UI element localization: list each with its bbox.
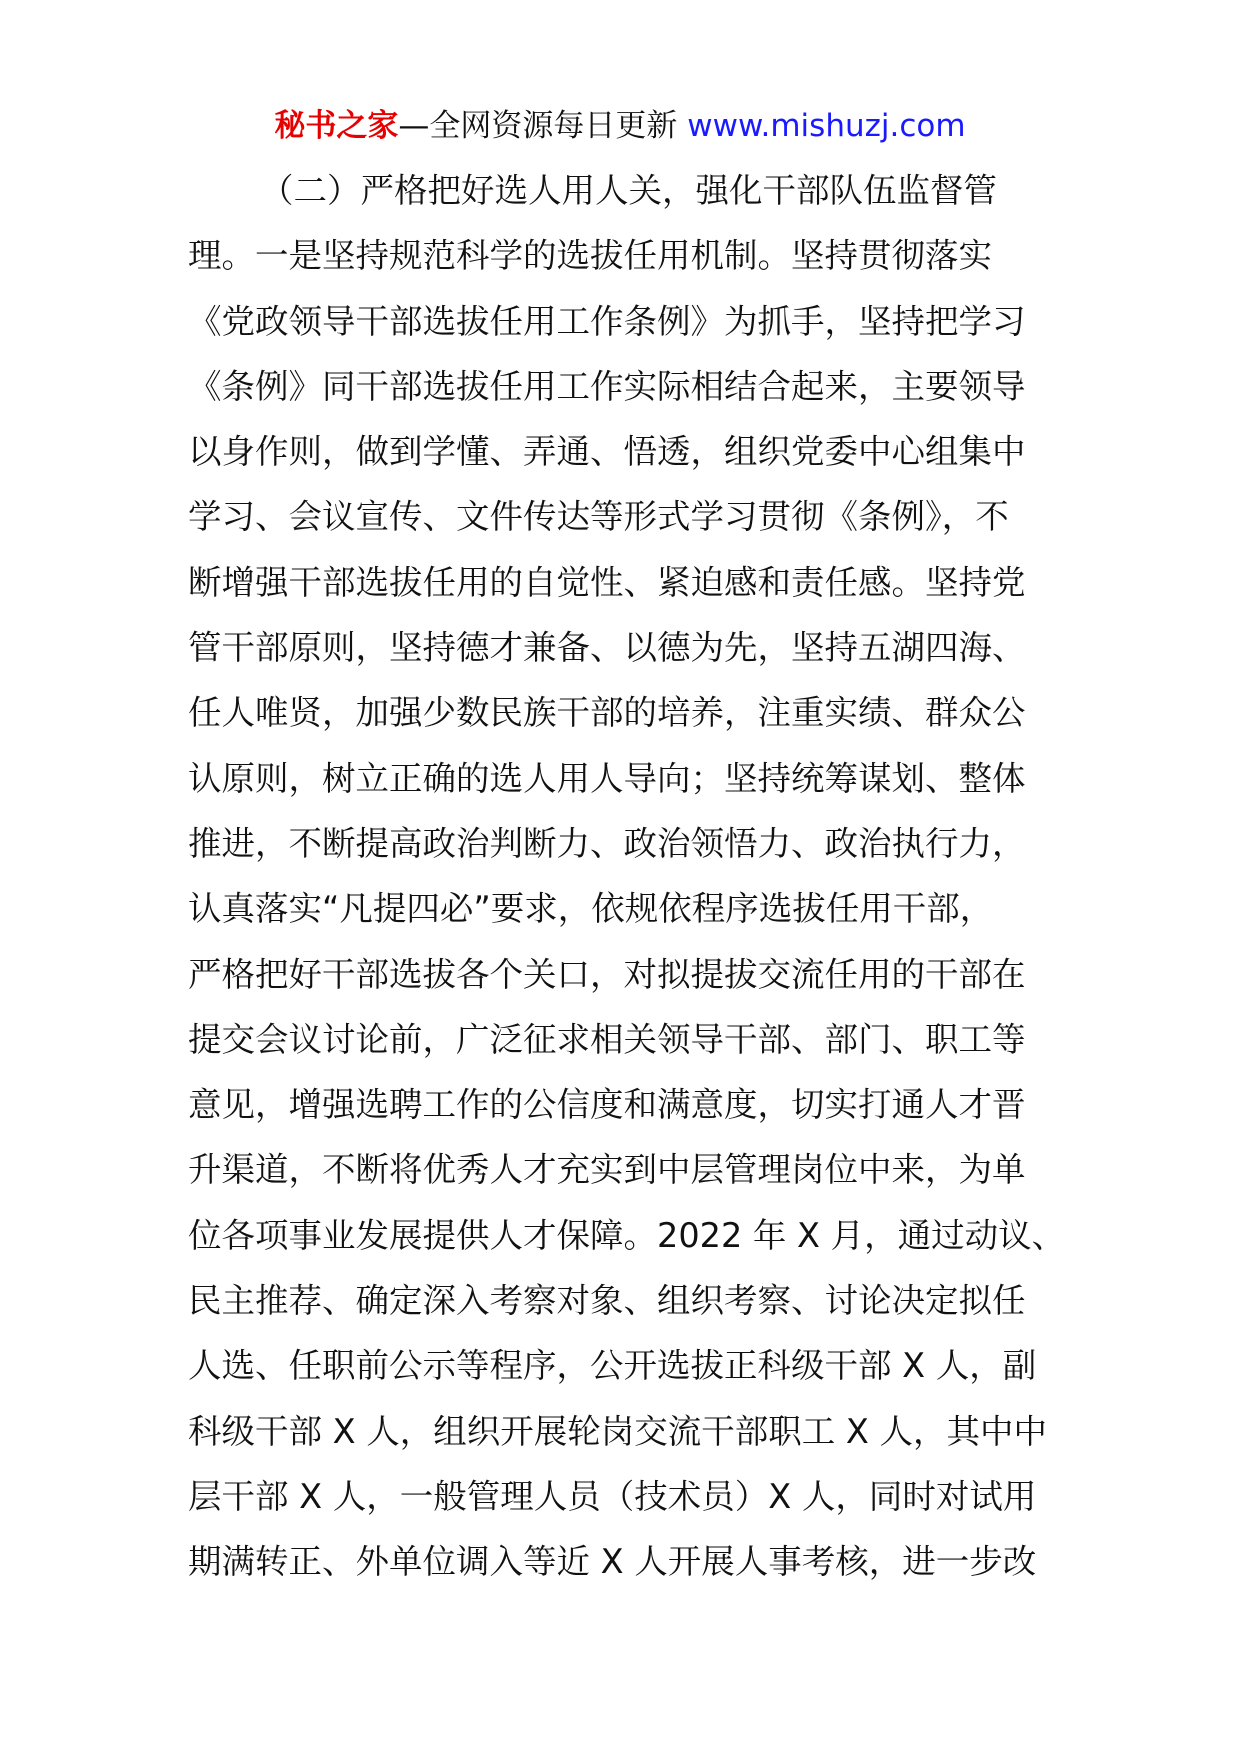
- paragraph-line: 民主推荐、确定深入考察对象、组织考察、讨论决定拟任: [188, 1281, 1026, 1321]
- paragraph-line: 升渠道，不断将优秀人才充实到中层管理岗位中来，为单: [188, 1150, 1026, 1190]
- site-brand: 秘书之家: [274, 108, 399, 144]
- paragraph-line: （二）严格把好选人用人关，强化干部队伍监督管: [260, 171, 997, 210]
- paragraph-line: 以身作则，做到学懂、弄通、悟透，组织党委中心组集中: [188, 432, 1026, 472]
- paragraph-line: 理。一是坚持规范科学的选拔任用机制。坚持贯彻落实: [188, 236, 992, 276]
- paragraph-line: 层干部 X 人，一般管理人员（技术员）X 人，同时对试用: [188, 1476, 1037, 1516]
- body-paragraph: [188, 158, 1068, 1595]
- paragraph-line: 人选、任职前公示等程序，公开选拔正科级干部 X 人，副: [188, 1346, 1037, 1386]
- paragraph-line: 任人唯贤，加强少数民族干部的培养，注重实绩、群众公: [188, 693, 1026, 733]
- paragraph-line: 科级干部 X 人，组织开展轮岗交流干部职工 X 人，其中中: [188, 1411, 1047, 1451]
- paragraph-line: 期满转正、外单位调入等近 X 人开展人事考核，进一步改: [188, 1542, 1037, 1582]
- paragraph-line: 严格把好干部选拔各个关口，对拟提拔交流任用的干部在: [188, 954, 1026, 994]
- paragraph-line: 位各项事业发展提供人才保障。2022 年 X 月，通过动议、: [188, 1215, 1066, 1255]
- paragraph-line: 《党政领导干部选拔任用工作条例》为抓手，坚持把学习: [188, 301, 1026, 341]
- paragraph-line: 《条例》同干部选拔任用工作实际相结合起来，主要领导: [188, 366, 1026, 406]
- paragraph-line: 认原则，树立正确的选人用人导向；坚持统筹谋划、整体: [188, 758, 1026, 798]
- paragraph-line: 提交会议讨论前，广泛征求相关领导干部、部门、职工等: [188, 1019, 1026, 1059]
- site-slogan: —全网资源每日更新: [398, 108, 688, 144]
- page-header: [0, 104, 1240, 148]
- paragraph-line: 学习、会议宣传、文件传达等形式学习贯彻《条例》，不: [188, 497, 1009, 537]
- paragraph-line: 管干部原则，坚持德才兼备、以德为先，坚持五湖四海、: [188, 628, 1026, 668]
- site-url-link[interactable]: www.mishuzj.com: [687, 108, 966, 144]
- paragraph-line: 断增强干部选拔任用的自觉性、紧迫感和责任感。坚持党: [188, 562, 1026, 602]
- paragraph-line: 认真落实“凡提四必”要求，依规依程序选拔任用干部，: [188, 889, 994, 929]
- paragraph-line: 意见，增强选聘工作的公信度和满意度，切实打通人才晋: [188, 1085, 1026, 1125]
- paragraph-line: 推进，不断提高政治判断力、政治领悟力、政治执行力，: [188, 823, 1026, 863]
